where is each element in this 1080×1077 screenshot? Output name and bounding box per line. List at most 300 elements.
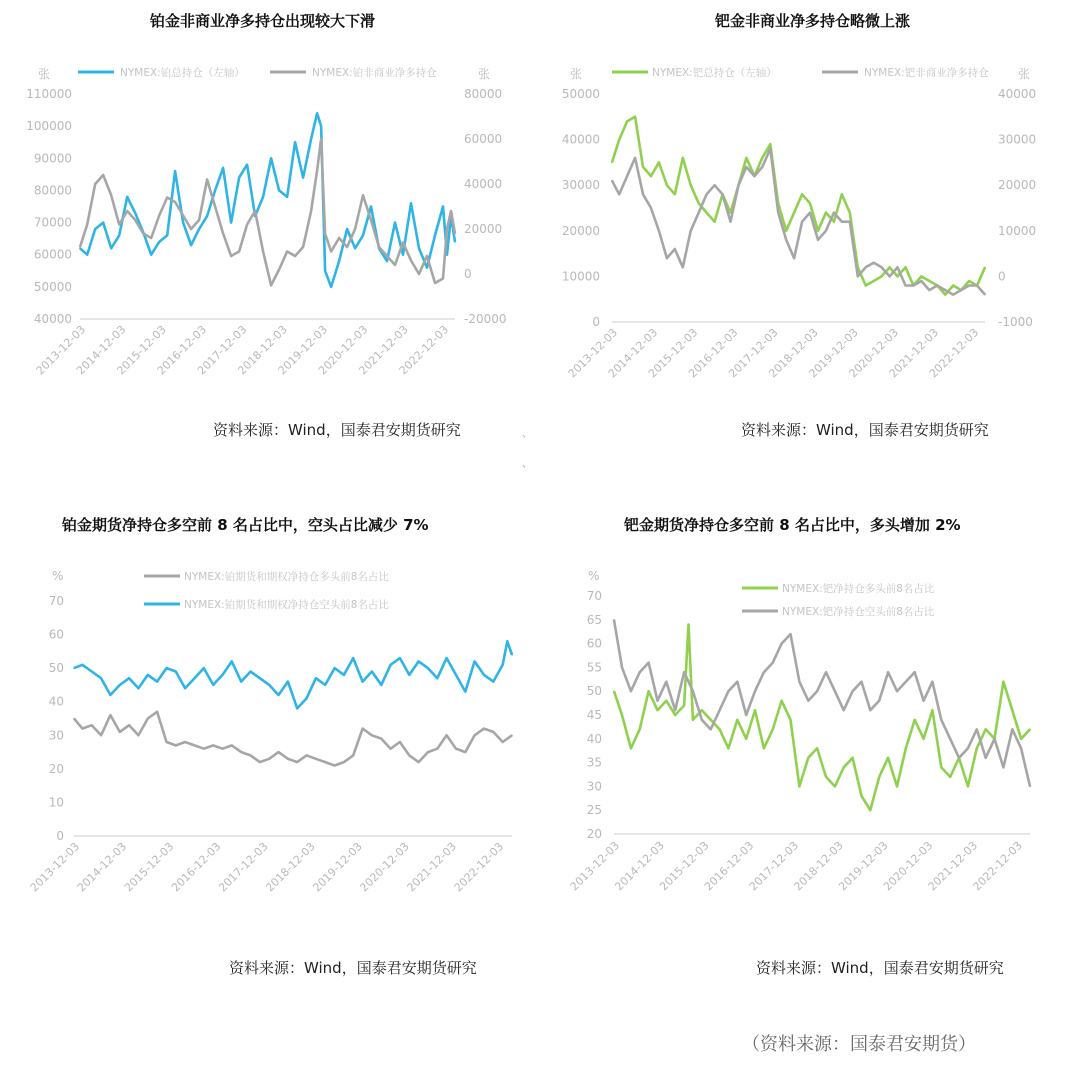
- series-point: [630, 748, 632, 750]
- series-point: [294, 141, 296, 143]
- series-point: [843, 709, 845, 711]
- series-point: [418, 273, 420, 275]
- x-tick-label: 2021-12-03: [925, 838, 981, 894]
- series-point: [259, 761, 261, 763]
- series-point: [952, 294, 954, 296]
- y2-tick-label: 20000: [998, 178, 1037, 193]
- chart-panel-3: [0, 500, 540, 1000]
- series-point: [682, 157, 684, 159]
- legend-label: NYMEX:铂非商业净多持仓: [312, 67, 437, 79]
- left-axis-unit: 张: [570, 67, 583, 81]
- series-point: [941, 719, 943, 721]
- series-point: [371, 671, 373, 673]
- series-point: [650, 207, 652, 209]
- series-point: [465, 691, 467, 693]
- y-tick-label: 60000: [33, 247, 72, 262]
- series-point: [870, 709, 872, 711]
- series-point: [658, 230, 660, 232]
- series-point: [268, 684, 270, 686]
- series-point: [772, 729, 774, 731]
- series-point: [790, 719, 792, 721]
- y-tick-label: 30000: [561, 178, 600, 193]
- series-point: [799, 681, 801, 683]
- series-point: [905, 681, 907, 683]
- series-point: [250, 671, 252, 673]
- series-point: [206, 215, 208, 217]
- series-point: [310, 210, 312, 212]
- y-tick-label: 100000: [26, 119, 72, 134]
- series-point: [825, 671, 827, 673]
- series-point: [166, 235, 168, 237]
- series-point: [897, 276, 899, 278]
- series-point: [852, 690, 854, 692]
- series-point: [887, 671, 889, 673]
- series-point: [754, 690, 756, 692]
- series-point: [881, 267, 883, 269]
- series-point: [889, 267, 891, 269]
- series-point: [682, 267, 684, 269]
- series-point: [362, 728, 364, 730]
- series-point: [976, 285, 978, 287]
- x-tick-label: 2015-12-03: [657, 838, 712, 894]
- chart-svg: [0, 0, 540, 420]
- series-point: [701, 709, 703, 711]
- series-point: [175, 671, 177, 673]
- series-point: [772, 662, 774, 664]
- y-tick-label: 20: [586, 827, 602, 841]
- series-point: [166, 741, 168, 743]
- series-point: [174, 201, 176, 203]
- series-point: [833, 212, 835, 214]
- series-point: [1003, 681, 1005, 683]
- series-point: [150, 237, 152, 239]
- chart-source: 资料来源：Wind，国泰君安期货研究: [229, 959, 477, 977]
- x-tick-label: 2017-12-03: [195, 322, 250, 378]
- series-point: [418, 248, 420, 250]
- y-tick-label: 70: [48, 594, 64, 608]
- series-point: [198, 228, 200, 230]
- series-point: [86, 254, 88, 256]
- series-point: [994, 738, 996, 740]
- series-point: [613, 619, 615, 621]
- series-point: [378, 246, 380, 248]
- series-point: [446, 735, 448, 737]
- legend-label: NYMEX:铂总持仓（左轴）: [120, 67, 245, 79]
- series-line: [614, 625, 1030, 811]
- series-point: [834, 786, 836, 788]
- series-point: [967, 748, 969, 750]
- series-point: [502, 741, 504, 743]
- series-point: [286, 196, 288, 198]
- series-point: [91, 724, 93, 726]
- series-point: [381, 738, 383, 740]
- x-tick-label: 2022-12-03: [396, 322, 452, 378]
- series-point: [73, 667, 75, 669]
- series-point: [474, 735, 476, 737]
- chart-title: 铂金非商业净多持仓出现较大下滑: [150, 12, 376, 30]
- series-point: [203, 748, 205, 750]
- series-point: [913, 285, 915, 287]
- series-point: [110, 248, 112, 250]
- series-point: [231, 661, 233, 663]
- series-point: [683, 671, 685, 673]
- x-tick-label: 2020-12-03: [880, 838, 936, 894]
- series-point: [320, 138, 322, 140]
- legend-label: NYMEX:钯净持仓多头前8名占比: [782, 583, 935, 595]
- y-tick-label: 0: [592, 315, 600, 329]
- series-point: [100, 735, 102, 737]
- series-line: [74, 641, 512, 708]
- chart-source: 资料来源：Wind，国泰君安期货研究: [213, 421, 461, 439]
- y-tick-label: 65: [586, 612, 602, 627]
- series-point: [306, 755, 308, 757]
- chart-panel-1: [0, 0, 540, 470]
- series-point: [94, 228, 96, 230]
- series-point: [613, 690, 615, 692]
- y2-tick-label: 60000: [464, 132, 503, 146]
- series-point: [923, 738, 925, 740]
- series-point: [801, 221, 803, 223]
- series-point: [657, 700, 659, 702]
- series-point: [817, 239, 819, 241]
- series-point: [190, 228, 192, 230]
- series-point: [240, 681, 242, 683]
- series-point: [483, 728, 485, 730]
- series-point: [968, 280, 970, 282]
- series-point: [128, 724, 130, 726]
- series-point: [698, 203, 700, 205]
- series-point: [511, 654, 513, 656]
- series-point: [110, 714, 112, 716]
- series-point: [102, 174, 104, 176]
- series-point: [896, 786, 898, 788]
- series-point: [816, 748, 818, 750]
- y-tick-label: 50000: [33, 279, 72, 294]
- series-point: [259, 677, 261, 679]
- series-point: [324, 761, 326, 763]
- series-point: [320, 125, 322, 127]
- series-point: [156, 711, 158, 713]
- series-point: [852, 757, 854, 759]
- series-point: [710, 719, 712, 721]
- x-tick-label: 2021-12-03: [356, 322, 411, 378]
- series-point: [944, 289, 946, 291]
- series-point: [386, 255, 388, 257]
- series-point: [390, 748, 392, 750]
- series-point: [94, 183, 96, 185]
- series-point: [182, 222, 184, 224]
- series-point: [642, 194, 644, 196]
- series-point: [683, 705, 685, 707]
- series-point: [666, 681, 668, 683]
- y-tick-label: 60: [48, 627, 64, 642]
- series-point: [692, 719, 694, 721]
- series-point: [222, 233, 224, 235]
- x-tick-label: 2013-12-03: [567, 838, 623, 894]
- series-point: [849, 212, 851, 214]
- x-tick-label: 2018-12-03: [263, 839, 318, 895]
- series-point: [427, 667, 429, 669]
- series-point: [296, 708, 298, 710]
- series-point: [158, 215, 160, 217]
- y-tick-label: 30: [586, 779, 602, 794]
- series-point: [302, 177, 304, 179]
- series-point: [833, 221, 835, 223]
- series-point: [142, 233, 144, 235]
- series-point: [719, 729, 721, 731]
- series-point: [206, 179, 208, 181]
- series-point: [138, 735, 140, 737]
- series-point: [865, 267, 867, 269]
- x-tick-label: 2015-12-03: [114, 322, 169, 378]
- series-point: [639, 671, 641, 673]
- series-point: [324, 270, 326, 272]
- series-point: [841, 194, 843, 196]
- x-tick-label: 2017-12-03: [726, 325, 781, 381]
- series-point: [110, 195, 112, 197]
- x-tick-label: 2020-12-03: [316, 322, 371, 378]
- series-point: [437, 677, 439, 679]
- x-tick-label: 2013-12-03: [565, 325, 621, 381]
- y-tick-label: 90000: [33, 151, 72, 166]
- y2-tick-label: -20000: [464, 312, 507, 326]
- series-point: [434, 282, 436, 284]
- series-point: [1029, 729, 1031, 731]
- series-point: [184, 741, 186, 743]
- series-point: [626, 121, 628, 123]
- x-tick-label: 2018-12-03: [791, 838, 846, 894]
- series-point: [446, 254, 448, 256]
- series-point: [873, 280, 875, 282]
- series-point: [650, 175, 652, 177]
- series-point: [346, 246, 348, 248]
- right-axis-unit: 张: [1017, 67, 1030, 81]
- series-point: [809, 203, 811, 205]
- series-point: [621, 667, 623, 669]
- series-point: [310, 138, 312, 140]
- series-point: [230, 255, 232, 257]
- series-point: [455, 674, 457, 676]
- series-point: [354, 248, 356, 250]
- series-point: [334, 667, 336, 669]
- series-point: [426, 255, 428, 257]
- series-point: [346, 228, 348, 230]
- y2-tick-label: 0: [998, 269, 1006, 284]
- series-point: [231, 745, 233, 747]
- x-tick-label: 2016-12-03: [686, 325, 741, 381]
- series-point: [362, 235, 364, 237]
- series-point: [306, 698, 308, 700]
- x-tick-label: 2015-12-03: [121, 839, 177, 895]
- series-point: [921, 276, 923, 278]
- series-point: [785, 230, 787, 232]
- y2-tick-label: 40000: [998, 87, 1037, 101]
- series-point: [316, 170, 318, 172]
- left-axis-unit: %: [588, 569, 600, 583]
- x-tick-label: 2015-12-03: [645, 325, 701, 381]
- series-point: [770, 148, 772, 150]
- series-point: [746, 166, 748, 168]
- series-point: [483, 674, 485, 676]
- series-point: [446, 228, 448, 230]
- x-tick-label: 2017-12-03: [746, 838, 802, 894]
- series-point: [270, 285, 272, 287]
- series-point: [634, 116, 636, 118]
- series-point: [343, 761, 345, 763]
- series-point: [639, 729, 641, 731]
- series-point: [465, 751, 467, 753]
- series-point: [238, 177, 240, 179]
- series-point: [878, 700, 880, 702]
- series-point: [984, 294, 986, 296]
- x-tick-label: 2022-12-03: [970, 838, 1025, 894]
- series-point: [1020, 738, 1022, 740]
- x-tick-label: 2020-12-03: [357, 839, 412, 895]
- series-point: [958, 757, 960, 759]
- x-tick-label: 2018-12-03: [235, 322, 290, 378]
- y-tick-label: 30: [48, 728, 64, 743]
- series-point: [745, 738, 747, 740]
- series-point: [801, 194, 803, 196]
- series-point: [230, 222, 232, 224]
- chart-source: 资料来源：Wind，国泰君安期货研究: [741, 421, 989, 439]
- series-point: [674, 194, 676, 196]
- series-point: [381, 684, 383, 686]
- stray-mark: 、: [522, 429, 532, 440]
- series-point: [150, 254, 152, 256]
- series-point: [944, 294, 946, 296]
- series-point: [870, 809, 872, 811]
- y-tick-label: 40: [586, 731, 602, 746]
- series-point: [100, 677, 102, 679]
- series-point: [402, 254, 404, 256]
- series-point: [706, 194, 708, 196]
- series-point: [1003, 767, 1005, 769]
- series-point: [728, 748, 730, 750]
- series-point: [158, 241, 160, 243]
- series-point: [976, 748, 978, 750]
- series-point: [611, 180, 613, 182]
- y-tick-label: 40: [48, 694, 64, 709]
- series-point: [296, 761, 298, 763]
- series-point: [222, 674, 224, 676]
- series-point: [198, 219, 200, 221]
- series-point: [184, 688, 186, 690]
- series-point: [777, 212, 779, 214]
- series-point: [714, 184, 716, 186]
- legend-label: NYMEX:钯总持仓（左轴）: [652, 67, 777, 79]
- chart-title: 铂金期货净持仓多空前 8 名占比中，空头占比减少 7%: [62, 516, 429, 534]
- series-point: [214, 206, 216, 208]
- series-point: [246, 164, 248, 166]
- series-point: [110, 694, 112, 696]
- series-point: [611, 162, 613, 164]
- series-point: [175, 745, 177, 747]
- series-point: [949, 738, 951, 740]
- series-point: [352, 755, 354, 757]
- series-point: [960, 289, 962, 291]
- series-point: [315, 758, 317, 760]
- series-point: [118, 224, 120, 226]
- series-point: [849, 221, 851, 223]
- series-point: [737, 681, 739, 683]
- x-tick-label: 2019-12-03: [836, 838, 891, 894]
- series-point: [746, 157, 748, 159]
- series-point: [324, 233, 326, 235]
- series-point: [182, 215, 184, 217]
- series-point: [905, 267, 907, 269]
- series-point: [861, 681, 863, 683]
- series-point: [914, 671, 916, 673]
- x-tick-label: 2018-12-03: [766, 325, 821, 381]
- series-point: [642, 166, 644, 168]
- y-tick-label: 20000: [561, 223, 600, 238]
- series-point: [434, 235, 436, 237]
- series-point: [370, 206, 372, 208]
- series-point: [781, 700, 783, 702]
- left-axis-unit: 张: [38, 67, 51, 81]
- series-point: [658, 162, 660, 164]
- x-tick-label: 2019-12-03: [806, 325, 861, 381]
- series-point: [278, 751, 280, 753]
- series-point: [254, 210, 256, 212]
- series-point: [190, 244, 192, 246]
- series-point: [763, 748, 765, 750]
- series-point: [174, 170, 176, 172]
- series-point: [86, 224, 88, 226]
- series-point: [674, 714, 676, 716]
- series-point: [921, 280, 923, 282]
- series-point: [967, 786, 969, 788]
- series-point: [212, 684, 214, 686]
- series-point: [147, 674, 149, 676]
- series-point: [166, 197, 168, 199]
- chart-title: 钯金非商业净多持仓略微上涨: [715, 12, 911, 30]
- series-point: [493, 681, 495, 683]
- series-point: [865, 285, 867, 287]
- series-point: [937, 285, 939, 287]
- series-point: [399, 657, 401, 659]
- series-point: [262, 196, 264, 198]
- series-point: [648, 690, 650, 692]
- series-point: [286, 251, 288, 253]
- chart-svg: [540, 0, 1080, 420]
- series-point: [785, 239, 787, 241]
- series-point: [511, 735, 513, 737]
- series-line: [80, 113, 455, 287]
- series-point: [896, 690, 898, 692]
- series-point: [690, 230, 692, 232]
- series-point: [790, 633, 792, 635]
- series-point: [450, 210, 452, 212]
- y-tick-label: 60: [586, 636, 602, 651]
- series-point: [338, 237, 340, 239]
- y2-tick-label: 20000: [464, 222, 503, 236]
- series-point: [214, 190, 216, 192]
- series-point: [618, 194, 620, 196]
- series-point: [418, 761, 420, 763]
- y-tick-label: 10: [48, 795, 64, 810]
- series-point: [194, 745, 196, 747]
- series-point: [334, 765, 336, 767]
- y-tick-label: 40000: [33, 312, 72, 326]
- series-point: [701, 719, 703, 721]
- series-point: [354, 228, 356, 230]
- series-point: [932, 709, 934, 711]
- series-point: [370, 219, 372, 221]
- y-tick-label: 70: [586, 589, 602, 603]
- y-tick-label: 0: [56, 829, 64, 843]
